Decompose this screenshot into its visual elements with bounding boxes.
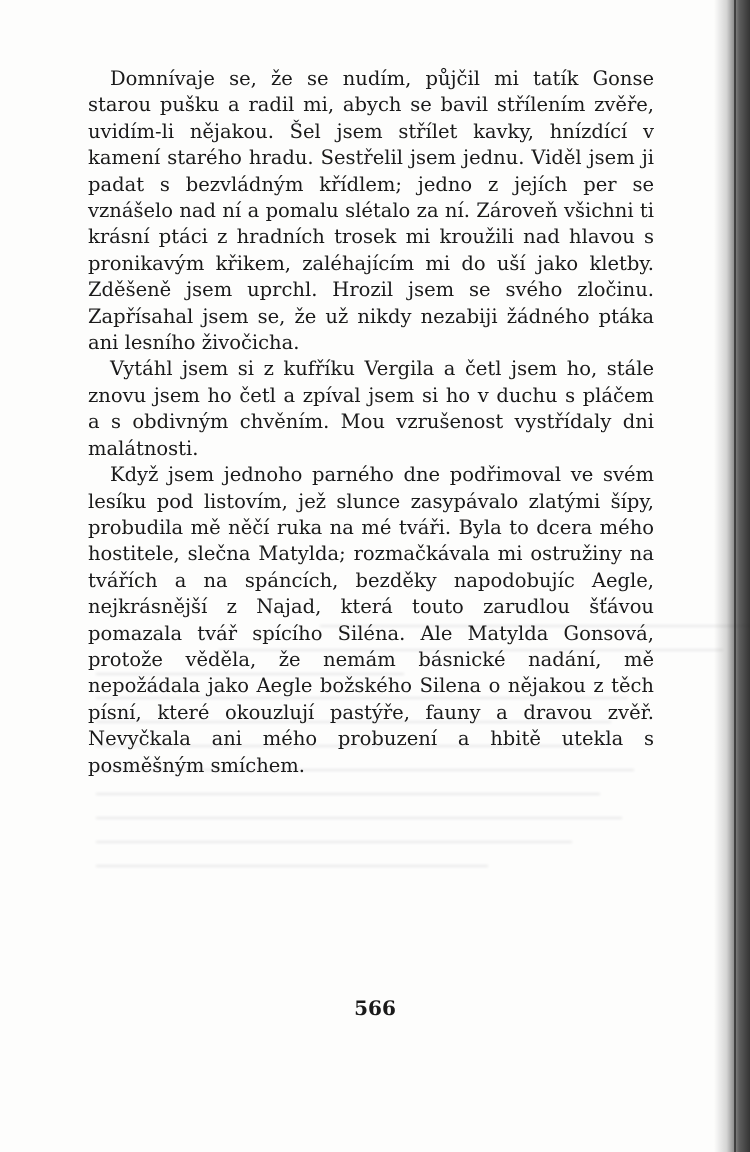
paragraph-2: Vytáhl jsem si z kufříku Vergila a četl jsem ho, stále znovu jsem ho četl a zpíval jsem si ho v duchu s pláčem a s obdivným chvěním. Mou vzrušenost vystřídaly dni malátnosti. bbox=[88, 357, 654, 460]
page-number: 566 bbox=[354, 996, 396, 1020]
page-edge-shadow bbox=[714, 0, 750, 1152]
paragraph-1: Domnívaje se, že se nudím, půjčil mi tatík Gonse starou pušku a radil mi, abych se bavil střílením zvěře, uvidím-li nějakou. Šel jsem střílet kavky, hnízdící v kamení starého hradu. Sestřelil jsem jednu. Viděl jsem ji padat s bezvládným křídlem; jedno z jejích per se vznášelo nad ní a pomalu slétalo za ní. Zároveň všichni ti krásní ptáci z hradních trosek mi kroužili nad hlavou s pronikavým křikem, zaléhajícím mi do uší jako kletby. Zděšeně jsem uprchl. Hrozil jsem se svého zločinu. Zapřísahal jsem se, že už nikdy nezabiji žádného ptáka ani lesního živočicha. bbox=[88, 67, 654, 355]
paragraph-3: Když jsem jednoho parného dne podřimoval ve svém lesíku pod listovím, jež slunce zasypávalo zlatými šípy, probudila mě něčí ruka na mé tváři. Byla to dcera mého hostitele, slečna Matylda; rozmačkávala mi ostružiny na tvářích a na spáncích, bezděky napodobujíc Aegle, nejkrásnější z Najad, která touto zarudlou šťávou pomazala tvář spícího Siléna. Ale Matylda Gonsová, protože věděla, že nemám básnické nadání, mě nepožádala jako Aegle božského Silena o nějakou z těch písní, které okouzlují pastýře, fauny a dravou zvěř. Nevyčkala ani mého probuzení a hbitě utekla s posměšným smíchem. bbox=[88, 463, 654, 777]
page-edge-line bbox=[734, 0, 736, 1152]
body-text bbox=[88, 66, 654, 779]
